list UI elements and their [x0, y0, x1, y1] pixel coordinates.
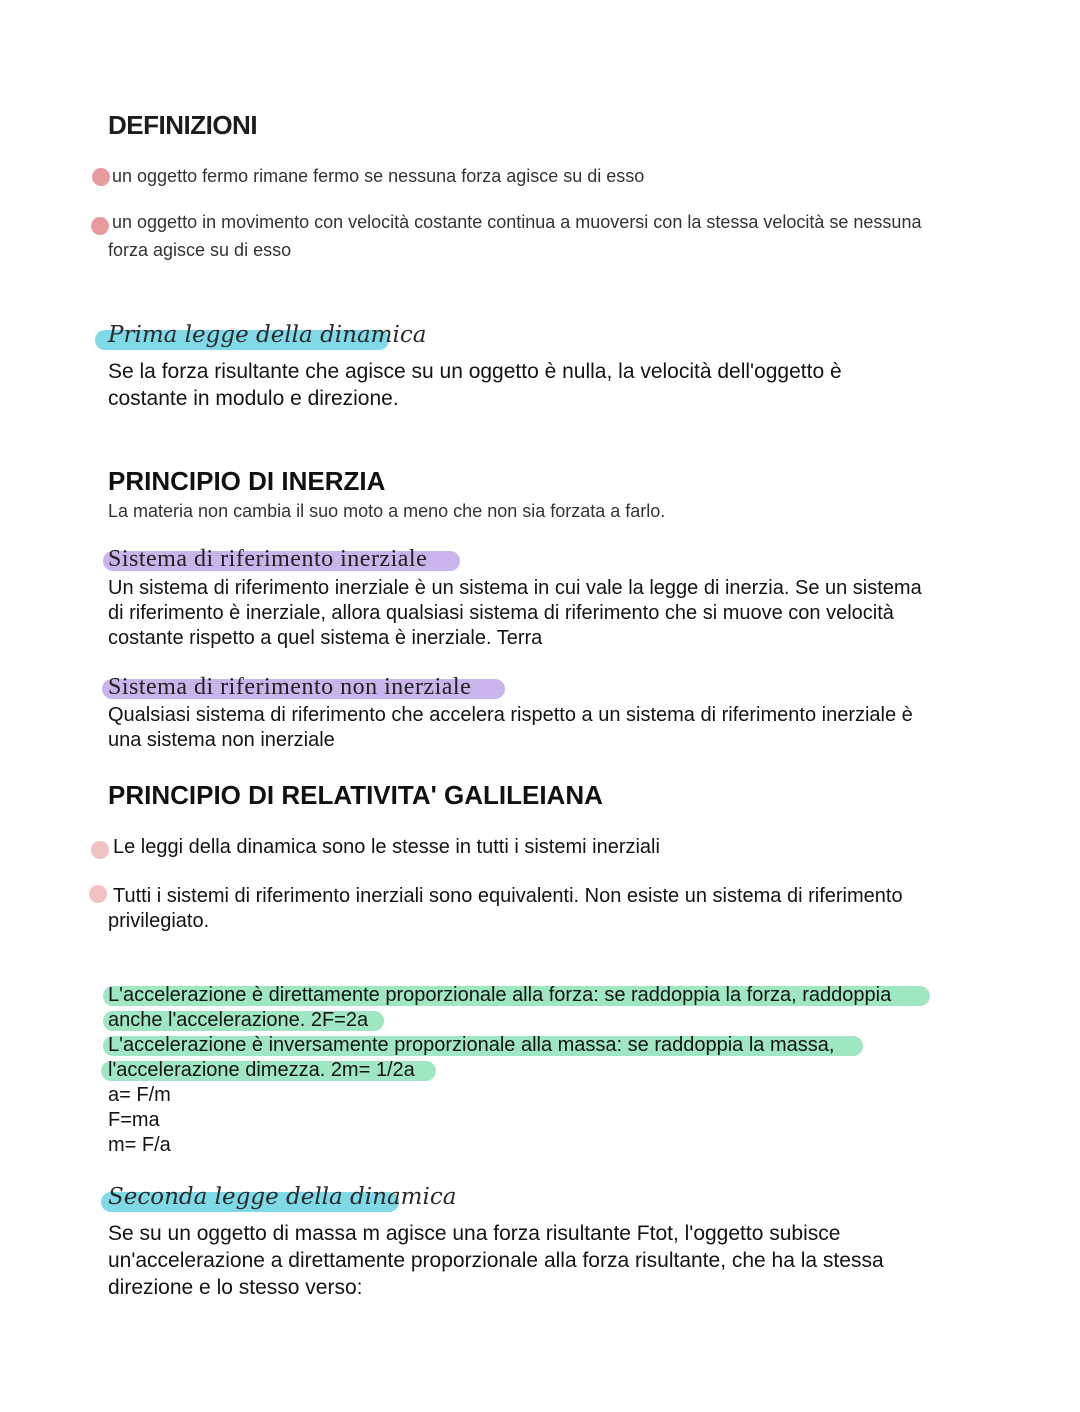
principle-item: Le leggi della dinamica sono le stesse in tutti i sistemi inerziali: [113, 836, 660, 858]
section-subtitle: La materia non cambia il suo moto a meno che non sia forzata a farlo.: [108, 501, 666, 521]
paragraph-line: di riferimento è inerziale, allora qualsiasi sistema di riferimento che si muove con velocità: [108, 602, 894, 624]
formula: F=ma: [108, 1109, 160, 1131]
principle-item-line: privilegiato.: [108, 910, 210, 932]
paragraph-line: Se la forza risultante che agisce su un oggetto è nulla, la velocità dell'oggetto è: [108, 360, 842, 383]
definition-item: un oggetto fermo rimane fermo se nessuna forza agisce su di esso: [112, 166, 645, 186]
paragraph-line: costante in modulo e direzione.: [108, 387, 399, 410]
definition-item-line: un oggetto in movimento con velocità costante continua a muoversi con la stessa velocità se nessuna: [112, 212, 922, 232]
paragraph-line: anche l'accelerazione. 2F=2a: [108, 1009, 369, 1031]
bullet-dot: [91, 217, 109, 235]
paragraph-line: L'accelerazione è inversamente proporzionale alla massa: se raddoppia la massa,: [108, 1034, 835, 1056]
bullet-dot: [92, 168, 110, 186]
paragraph-line: Qualsiasi sistema di riferimento che accelera rispetto a un sistema di riferimento inerziale è: [108, 704, 913, 726]
paragraph-line: l'accelerazione dimezza. 2m= 1/2a: [108, 1059, 415, 1081]
formula: m= F/a: [108, 1134, 171, 1156]
section-title-inerzia: PRINCIPIO DI INERZIA: [108, 466, 386, 496]
paragraph-line: un'accelerazione a direttamente proporzionale alla forza risultante, che ha la stessa: [108, 1249, 884, 1272]
section-title-definizioni: DEFINIZIONI: [108, 110, 258, 140]
bullet-dot: [91, 841, 109, 859]
subtitle-sistema-non-inerziale: Sistema di riferimento non inerziale: [108, 674, 472, 700]
principle-item-line: Tutti i sistemi di riferimento inerziali sono equivalenti. Non esiste un sistema di riferimento: [113, 885, 903, 907]
paragraph-line: direzione e lo stesso verso:: [108, 1276, 363, 1299]
paragraph-line: una sistema non inerziale: [108, 729, 335, 751]
definition-item-line: forza agisce su di esso: [108, 240, 292, 260]
section-title-relativita: PRINCIPIO DI RELATIVITA' GALILEIANA: [108, 780, 603, 810]
formula: a= F/m: [108, 1084, 171, 1106]
paragraph-line: Se su un oggetto di massa m agisce una forza risultante Ftot, l'oggetto subisce: [108, 1222, 841, 1245]
paragraph-line: L'accelerazione è direttamente proporzionale alla forza: se raddoppia la forza, raddoppia: [108, 984, 892, 1006]
subtitle-prima-legge: Prima legge della dinamica: [108, 322, 427, 348]
subtitle-seconda-legge: Seconda legge della dinamica: [108, 1184, 457, 1210]
paragraph-line: Un sistema di riferimento inerziale è un sistema in cui vale la legge di inerzia. Se un sistema: [108, 577, 922, 599]
paragraph-line: costante rispetto a quel sistema è inerziale. Terra: [108, 627, 543, 649]
subtitle-sistema-inerziale: Sistema di riferimento inerziale: [108, 546, 428, 572]
bullet-dot: [89, 885, 107, 903]
